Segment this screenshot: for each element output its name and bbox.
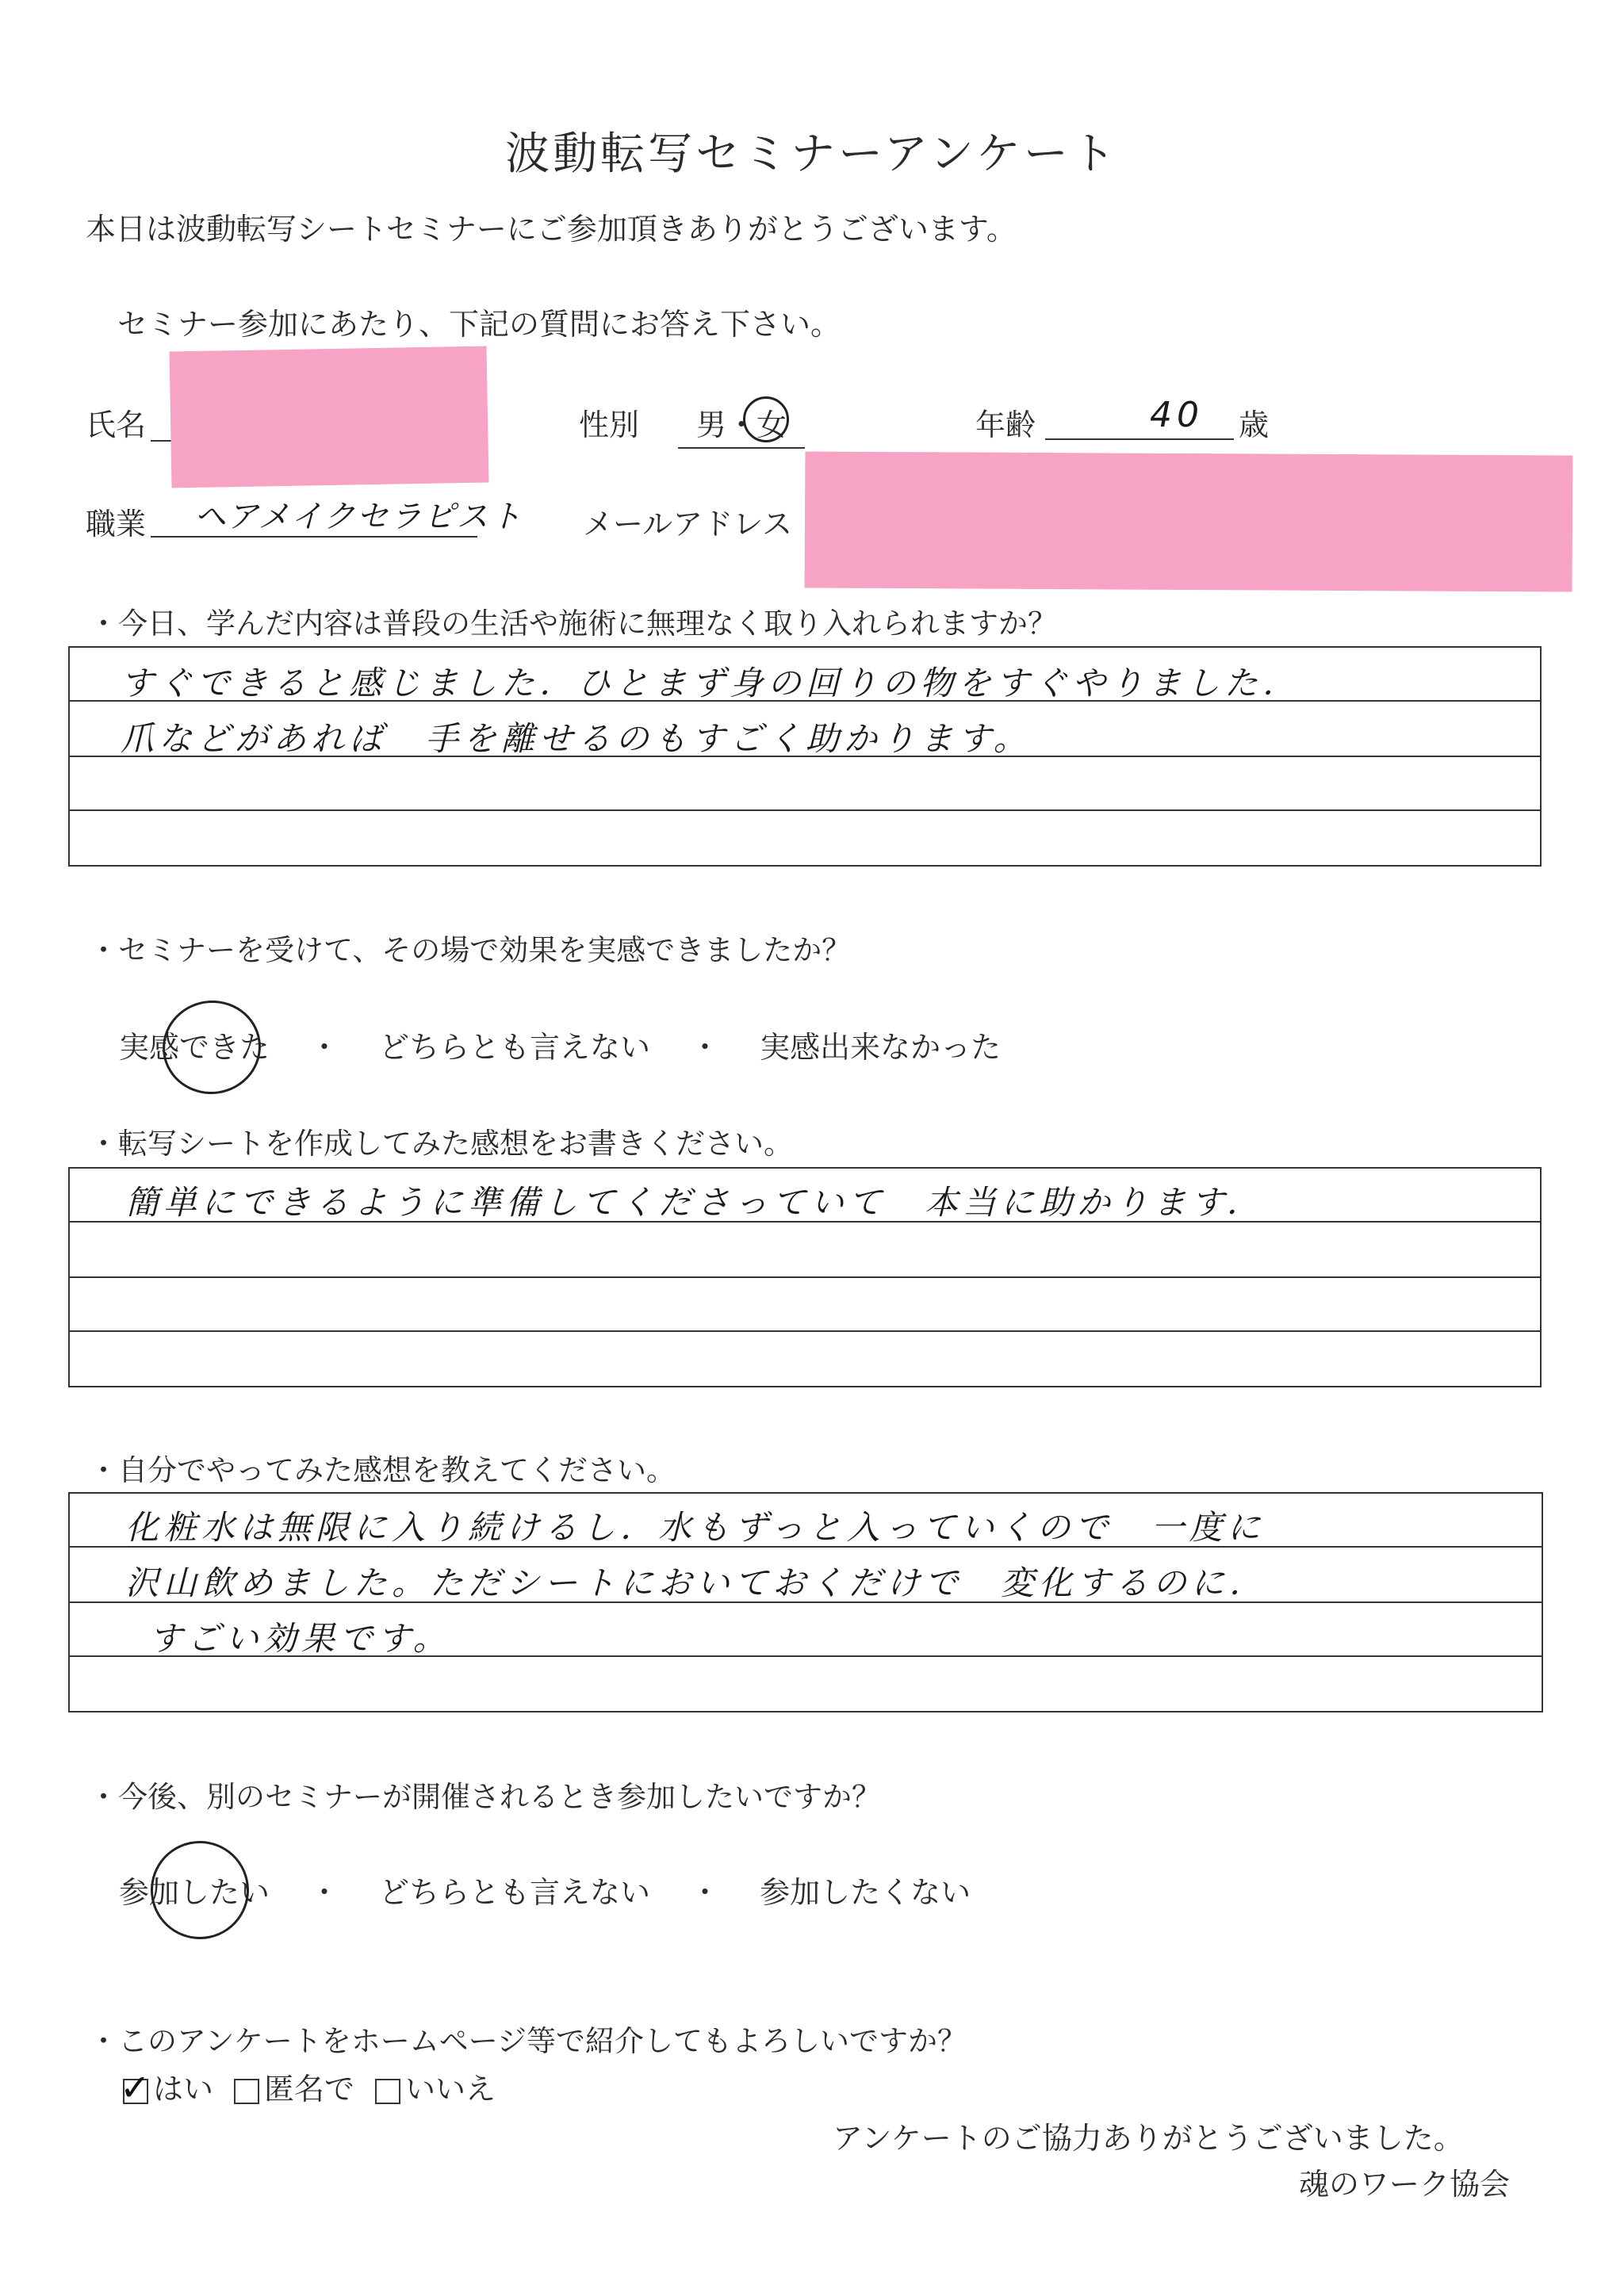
q6-options xyxy=(120,2064,496,2109)
q4-answer-line-2: 沢山飲めました。ただシートにおいておくだけで 変化するのに． xyxy=(125,1563,1268,1602)
q4-answer-box[interactable] xyxy=(68,1492,1543,1712)
q4-answer-line-1: 化粧水は無限に入り続けるし．水もずっと入っていくので 一度に xyxy=(125,1508,1266,1547)
q6-option-no[interactable]: いいえ xyxy=(375,2064,496,2108)
q2-option-neutral[interactable]: どちらとも言えない xyxy=(379,1030,651,1065)
checkbox-icon[interactable] xyxy=(234,2079,259,2104)
q2-separator-2: ・ xyxy=(690,1030,721,1065)
q4-question: ・自分でやってみた感想を教えてください。 xyxy=(89,1453,676,1487)
name-redaction xyxy=(170,346,489,488)
name-label: 氏名 xyxy=(86,408,147,442)
q2-question: ・セミナーを受けて、その場で効果を実感できましたか？ xyxy=(89,933,852,967)
q5-option-neutral[interactable]: どちらとも言えない xyxy=(379,1875,651,1910)
q6-option-yes[interactable]: ✓ はい xyxy=(120,2065,214,2109)
q5-option-not-want[interactable]: 参加したくない xyxy=(760,1875,971,1910)
gender-options[interactable]: 男・女 xyxy=(678,400,805,449)
q5-separator-2: ・ xyxy=(690,1875,721,1910)
checkbox-checked-icon[interactable]: ✓ xyxy=(120,2065,151,2109)
email-redaction xyxy=(805,451,1573,591)
q5-separator-1: ・ xyxy=(309,1875,340,1910)
q6-option-anonymous[interactable]: 匿名で xyxy=(234,2064,354,2108)
q1-answer-line-2: 爪などがあれば 手を離せるのもすごく助かります。 xyxy=(121,719,1032,758)
organization-name: 魂のワーク協会 xyxy=(1299,2167,1511,2202)
q2-separator-1: ・ xyxy=(309,1030,340,1065)
q3-answer-line-1: 簡単にできるように準備してくださっていて 本当に助かります． xyxy=(125,1183,1265,1222)
q1-answer-line-1: すぐできると感じました．ひとまず身の回りの物をすぐやりました． xyxy=(121,664,1301,702)
q2-selection-circle xyxy=(156,994,266,1100)
q3-question: ・転写シートを作成してみた感想をお書きください。 xyxy=(89,1127,793,1161)
q2-option-felt[interactable]: 実感できた xyxy=(119,1030,270,1065)
job-label: 職業 xyxy=(86,507,147,541)
form-title: 波動転写セミナーアンケート xyxy=(505,128,1119,180)
q5-selection-circle xyxy=(143,1833,257,1947)
q1-answer-box[interactable] xyxy=(68,646,1542,867)
gender-label: 性別 xyxy=(579,408,640,442)
gender-female-circle xyxy=(743,396,789,442)
q6-question: ・このアンケートをホームページ等で紹介してもよろしいですか？ xyxy=(89,2024,967,2058)
checkbox-icon[interactable] xyxy=(375,2079,400,2104)
age-line xyxy=(1045,438,1234,440)
q2-option-not-felt[interactable]: 実感出来なかった xyxy=(760,1030,1002,1065)
instruction-text: セミナー参加にあたり、下記の質問にお答え下さい。 xyxy=(117,307,841,342)
q5-question: ・今後、別のセミナーが開催されるとき参加したいですか？ xyxy=(89,1780,881,1814)
q4-answer-line-3: すごい効果です。 xyxy=(149,1619,451,1658)
email-label: メールアドレス xyxy=(583,507,793,541)
q3-answer-box[interactable] xyxy=(68,1167,1542,1387)
q5-option-want[interactable]: 参加したい xyxy=(119,1875,270,1910)
closing-text: アンケートのご協力ありがとうございました。 xyxy=(833,2121,1464,2156)
age-unit: 歳 xyxy=(1239,408,1270,442)
age-label: 年齢 xyxy=(975,408,1036,442)
age-value[interactable]: 40 xyxy=(1150,395,1204,435)
intro-text: 本日は波動転写シートセミナーにご参加頂きありがとうございます。 xyxy=(86,212,1017,247)
job-value[interactable]: ヘアメイクセラピスト xyxy=(194,499,523,535)
q1-question: ・今日、学んだ内容は普段の生活や施術に無理なく取り入れられますか？ xyxy=(89,607,1057,641)
